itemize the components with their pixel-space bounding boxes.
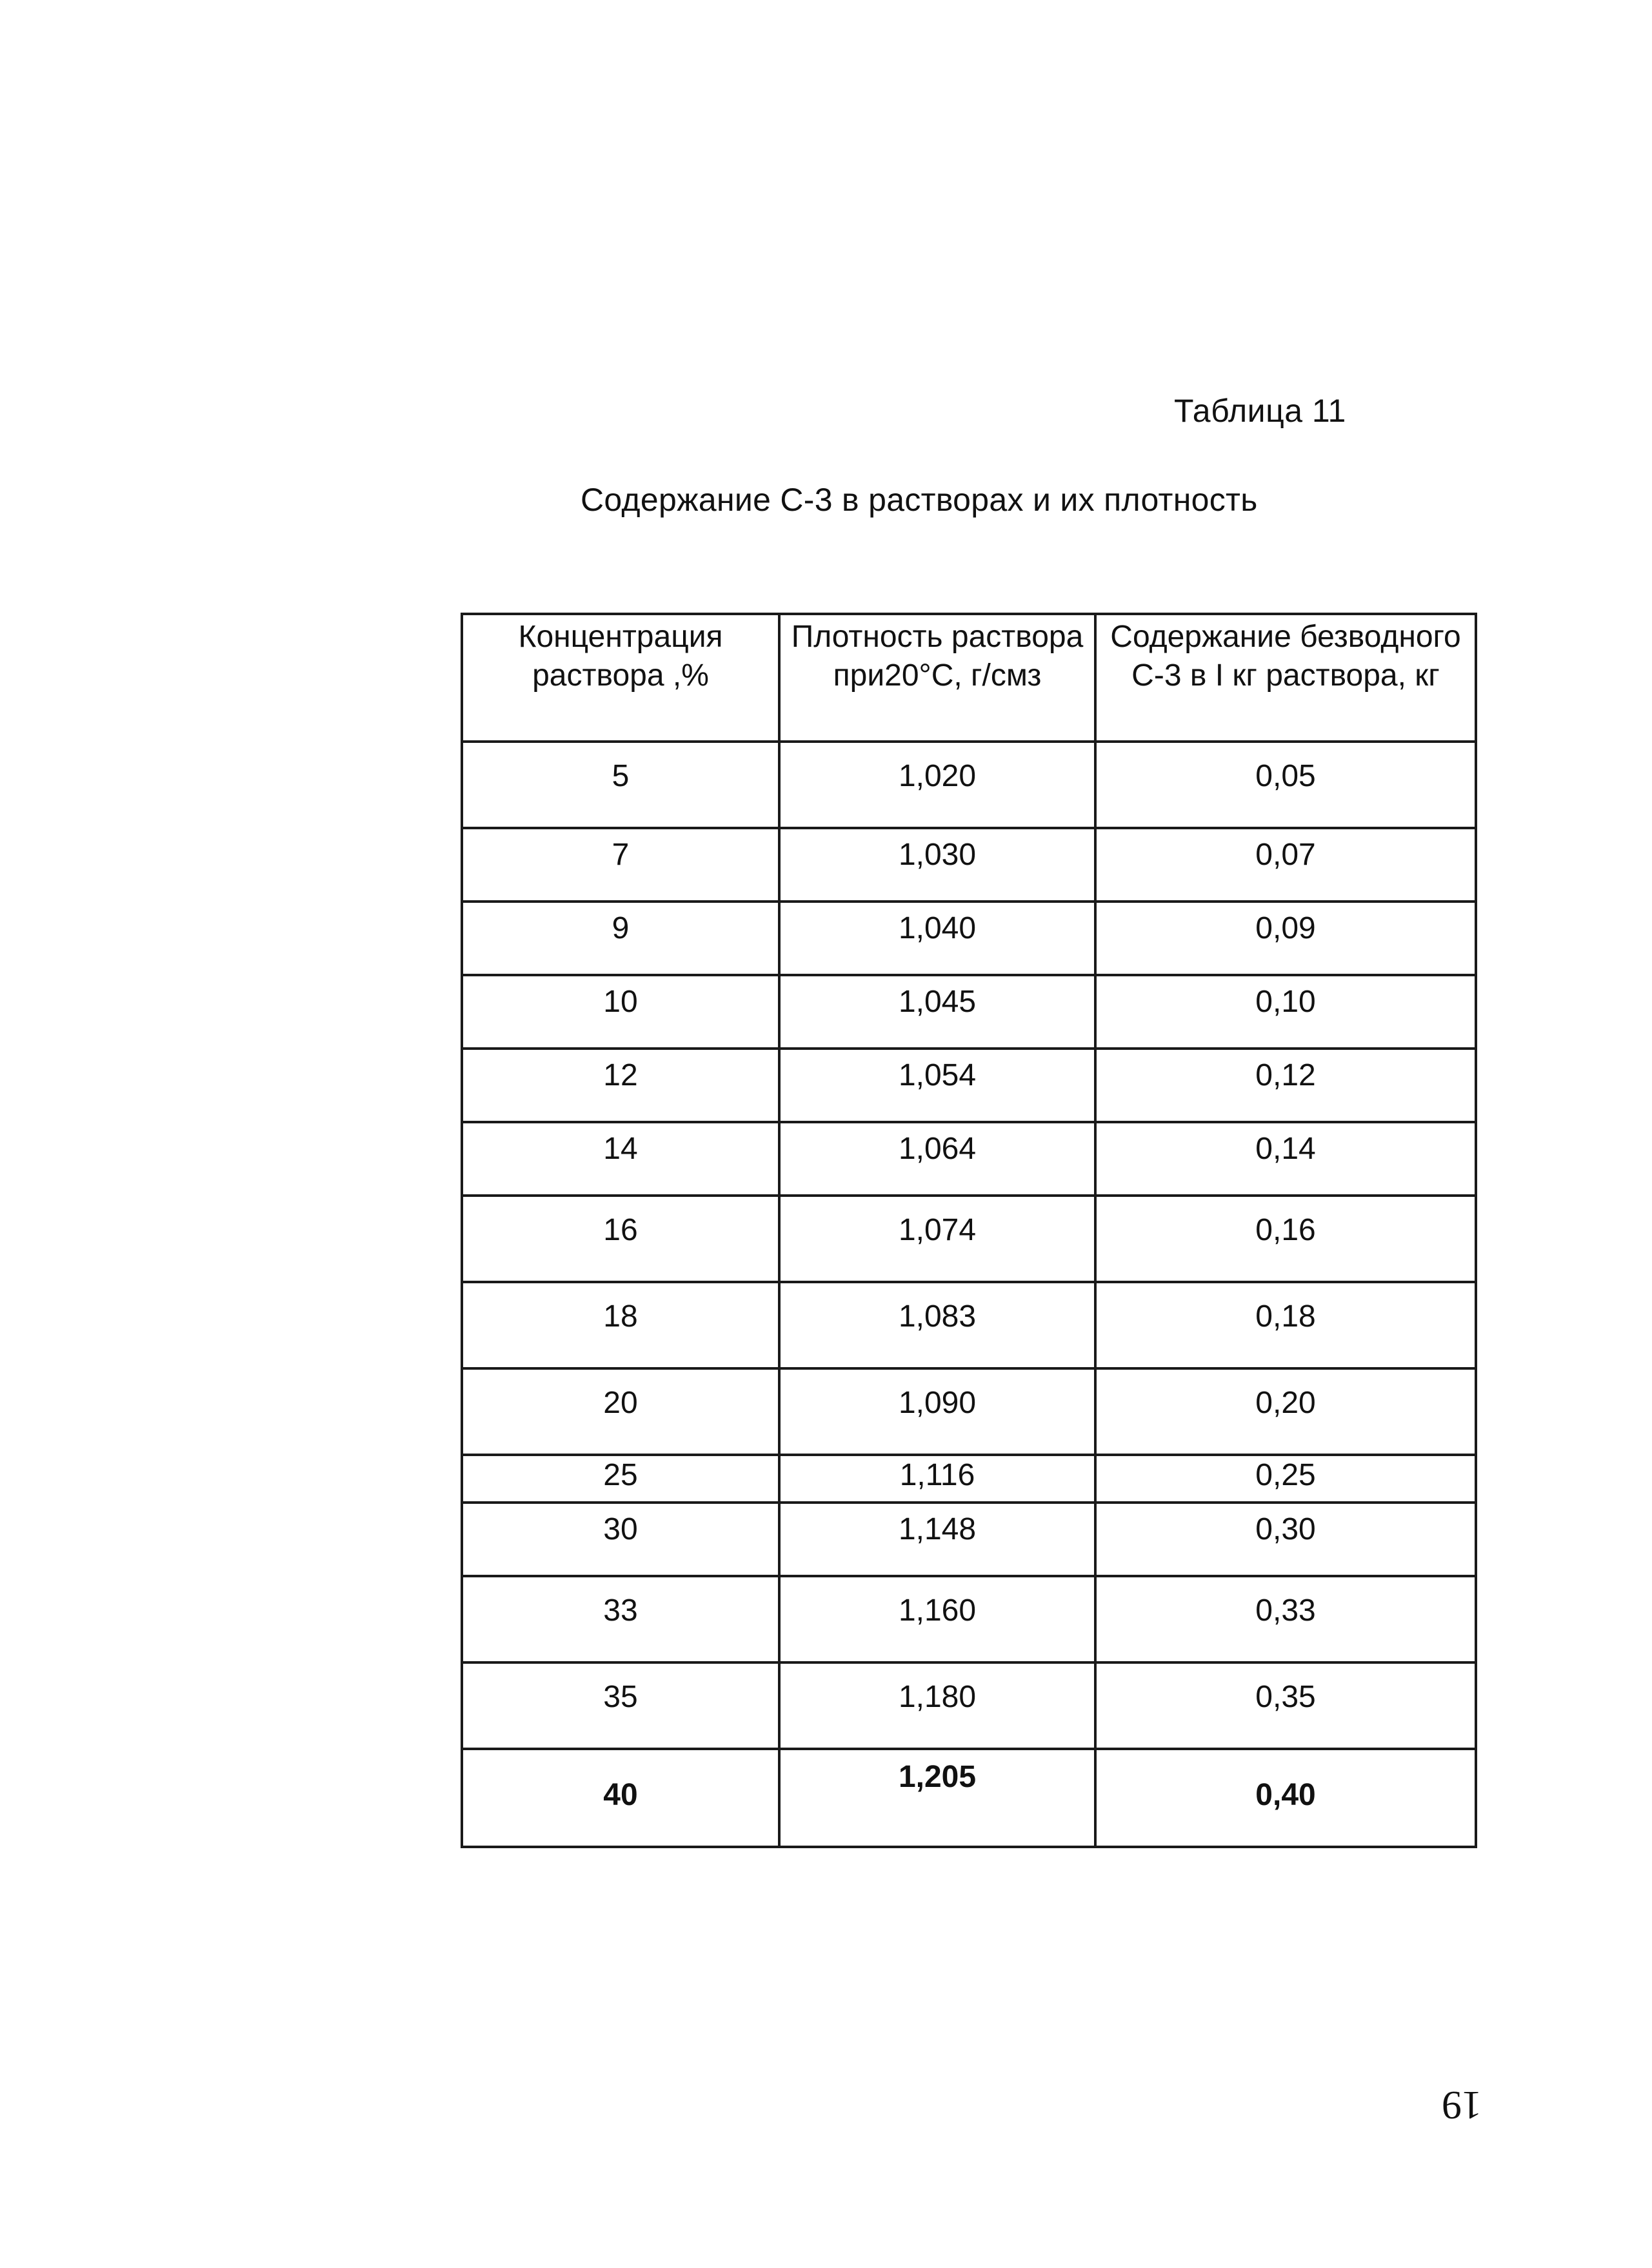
cell-density: 1,205	[779, 1749, 1095, 1847]
table-row	[462, 1122, 1476, 1196]
cell-concentration: 9	[462, 902, 779, 975]
cell-density: 1,045	[779, 975, 1095, 1049]
table-row	[462, 828, 1476, 902]
table-row	[462, 1576, 1476, 1662]
cell-density: 1,074	[779, 1196, 1095, 1282]
cell-content: 0,05	[1095, 742, 1476, 828]
cell-density: 1,030	[779, 828, 1095, 902]
table-row	[462, 975, 1476, 1049]
cell-density: 1,083	[779, 1282, 1095, 1368]
table-row	[462, 1455, 1476, 1503]
cell-concentration: 25	[462, 1455, 779, 1503]
cell-density: 1,040	[779, 902, 1095, 975]
table-row	[462, 1749, 1476, 1847]
cell-concentration: 16	[462, 1196, 779, 1282]
cell-content: 0,16	[1095, 1196, 1476, 1282]
table-label: Таблица 11	[1174, 393, 1346, 429]
cell-concentration: 30	[462, 1503, 779, 1576]
cell-concentration: 12	[462, 1049, 779, 1122]
cell-content: 0,35	[1095, 1662, 1476, 1749]
header-density: Плотность раствора при20°С, г/смз	[779, 614, 1095, 742]
cell-density: 1,180	[779, 1662, 1095, 1749]
cell-concentration: 33	[462, 1576, 779, 1662]
cell-concentration: 35	[462, 1662, 779, 1749]
cell-density: 1,090	[779, 1368, 1095, 1455]
table-row	[462, 1368, 1476, 1455]
header-content: Содержание безводного С-3 в I кг раствора, кг	[1095, 614, 1476, 742]
cell-content: 0,10	[1095, 975, 1476, 1049]
cell-content: 0,33	[1095, 1576, 1476, 1662]
cell-content: 0,07	[1095, 828, 1476, 902]
table-row	[462, 1503, 1476, 1576]
cell-content: 0,25	[1095, 1455, 1476, 1503]
cell-concentration: 10	[462, 975, 779, 1049]
table-row	[462, 1662, 1476, 1749]
header-concentration: Концентрация раствора ,%	[462, 614, 779, 742]
cell-concentration: 14	[462, 1122, 779, 1196]
cell-density: 1,116	[779, 1455, 1095, 1503]
cell-content: 0,20	[1095, 1368, 1476, 1455]
cell-content: 0,12	[1095, 1049, 1476, 1122]
cell-content: 0,09	[1095, 902, 1476, 975]
cell-density: 1,020	[779, 742, 1095, 828]
table-row	[462, 1282, 1476, 1368]
cell-concentration: 5	[462, 742, 779, 828]
table-title: Содержание С-3 в растворах и их плотность	[581, 482, 1258, 518]
cell-content: 0,40	[1095, 1749, 1476, 1847]
cell-concentration: 20	[462, 1368, 779, 1455]
table-row	[462, 902, 1476, 975]
table-row	[462, 742, 1476, 828]
cell-density: 1,054	[779, 1049, 1095, 1122]
density-table	[461, 613, 1477, 1848]
cell-content: 0,14	[1095, 1122, 1476, 1196]
table-header-row	[462, 614, 1476, 742]
cell-concentration: 7	[462, 828, 779, 902]
cell-density: 1,148	[779, 1503, 1095, 1576]
cell-concentration: 40	[462, 1749, 779, 1847]
cell-content: 0,18	[1095, 1282, 1476, 1368]
cell-content: 0,30	[1095, 1503, 1476, 1576]
table-row	[462, 1049, 1476, 1122]
cell-concentration: 18	[462, 1282, 779, 1368]
table-row	[462, 1196, 1476, 1282]
page-number: 19	[1442, 2083, 1482, 2127]
cell-density: 1,160	[779, 1576, 1095, 1662]
cell-density: 1,064	[779, 1122, 1095, 1196]
